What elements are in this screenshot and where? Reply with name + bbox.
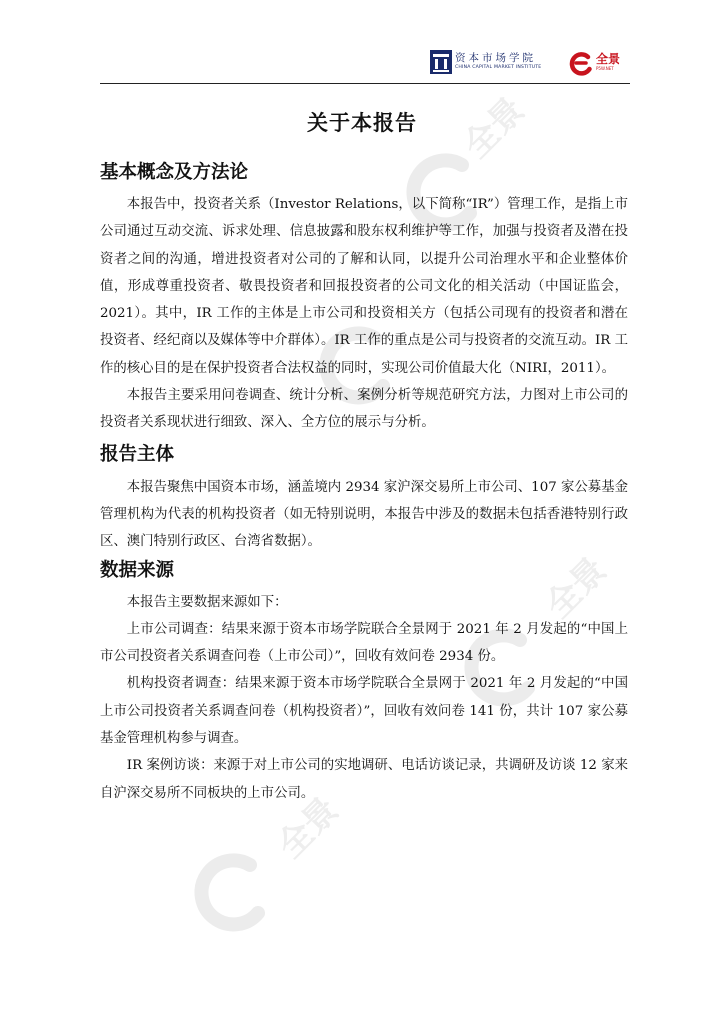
page-title: 关于本报告 — [307, 111, 417, 136]
watermark-text-3: 全景 — [270, 789, 347, 867]
p5w-logo — [568, 50, 620, 76]
cmi-logo-english: CHINA CAPITAL MARKET INSTITUTE — [455, 65, 542, 70]
paragraph: 上市公司调查：结果来源于资本市场学院联合全景网于 2021 年 2 月发起的“中国上市公司投资者关系调查问卷（上市公司）”，回收有效问卷 2934 份。 — [100, 621, 628, 665]
section-heading: 基本概念及方法论 — [100, 162, 249, 183]
p5w-emblem-icon — [568, 50, 594, 76]
watermark-text-1: 全景 — [456, 89, 533, 167]
p5w-logo-name: 全景 — [596, 52, 621, 66]
paragraph: 机构投资者调查：结果来源于资本市场学院联合全景网于 2021 年 2 月发起的“中国上市公司投资者关系调查问卷（机构投资者）”，回收有效问卷 141 份，共计 107 家公募基金管理机构参与调查。 — [100, 676, 628, 747]
report-body — [100, 158, 628, 807]
p5w-logo-english: P5W.NET — [596, 66, 614, 71]
paragraph: 本报告中，投资者关系（Investor Relations，以下简称“IR”）管理工作，是指上市公司通过互动交流、诉求处理、信息披露和股东权利维护等工作，加强与投资者及潜在投资者之间的沟通，增进投资者对公司的了解和认同，以提升公司治理水平和企业整体价值，形成尊重投资者、敬畏投资者和回报投资者的公司文化的相关活动（中国证监会，2021）。其中，IR 工作的主体是上市公司和投资相关方（包括公司现有的投资者和潜在投资者、经纪商以及媒体等中介群体）。IR 工作的重点是公司与投资者的交流互动。IR 工作的核心目的是在保护投资者合法权益的同时，实现公司价值最大化（NIRI，2011）。 — [100, 197, 629, 376]
paragraph: IR 案例访谈：来源于对上市公司的实地调研、电话访谈记录，共调研及访谈 12 家来自沪深交易所不同板块的上市公司。 — [100, 758, 628, 801]
paragraph: 本报告聚焦中国资本市场，涵盖境内 2934 家沪深交易所上市公司、107 家公募基金管理机构为代表的机构投资者（如无特别说明，本报告中涉及的数据未包括香港特别行政区、澳门特别行政区、台湾省数据）。 — [100, 479, 628, 550]
section-methodology — [100, 158, 628, 437]
header-divider — [100, 83, 630, 84]
section-report-subject — [100, 440, 628, 556]
watermark-logo-4 — [201, 860, 258, 924]
watermark-text-2: 全景 — [538, 549, 615, 627]
paragraph: 本报告主要数据来源如下： — [126, 594, 288, 610]
section-heading: 数据来源 — [100, 559, 175, 581]
cmi-logo — [430, 50, 541, 74]
cmi-emblem-icon — [430, 50, 452, 74]
page-header — [100, 46, 630, 86]
section-heading: 报告主体 — [100, 443, 175, 465]
paragraph: 本报告主要采用问卷调查、统计分析、案例分析等规范研究方法，力图对上市公司的投资者关系现状进行细致、深入、全方位的展示与分析。 — [100, 388, 628, 431]
cmi-logo-name: 资本市场学院 — [455, 52, 536, 64]
section-data-sources — [100, 556, 628, 807]
